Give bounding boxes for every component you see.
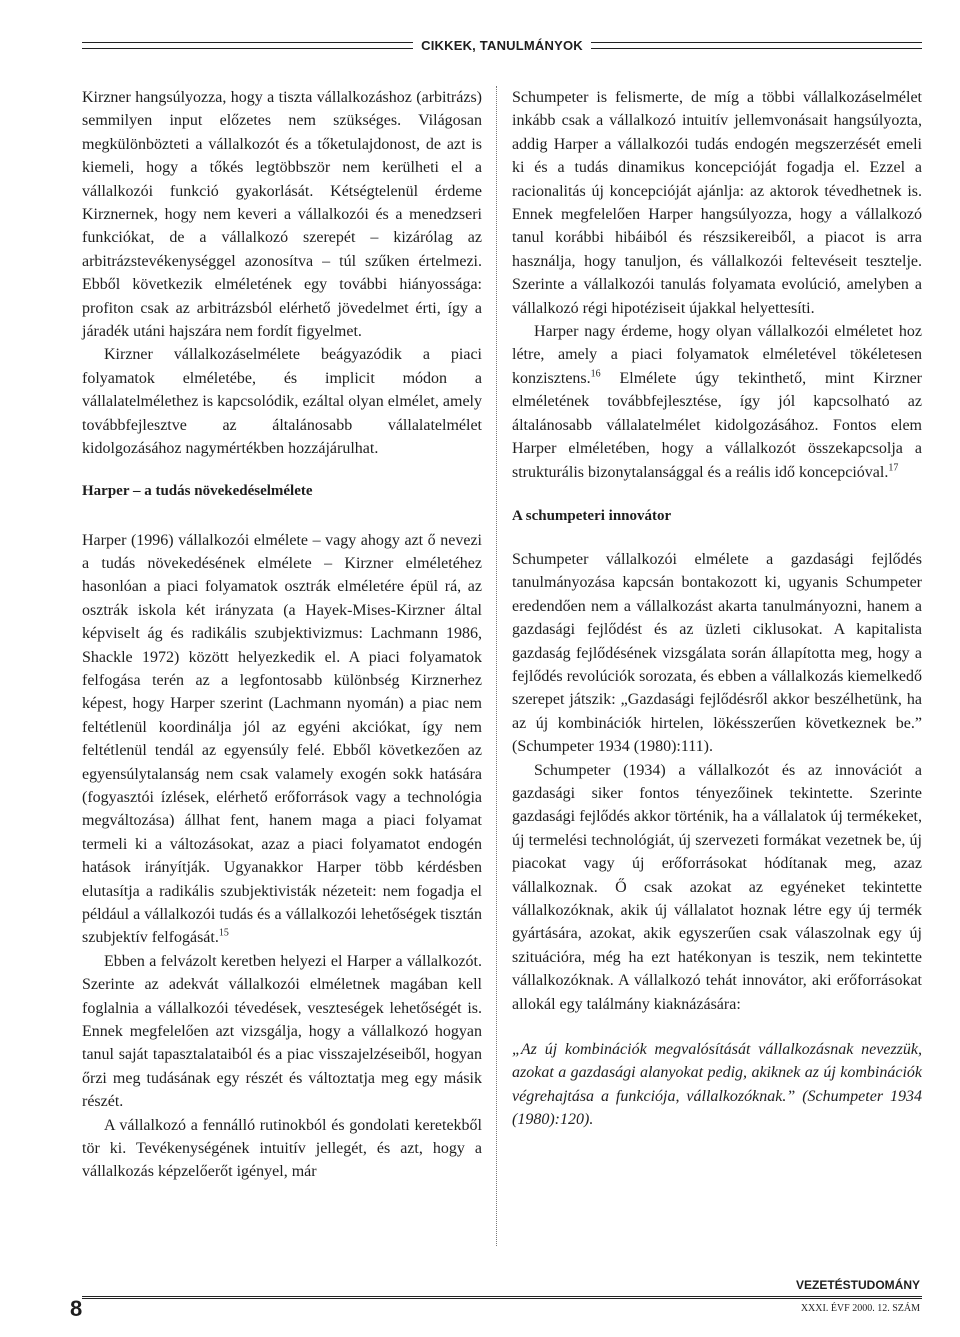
section-heading-harper: Harper – a tudás növekedéselmélete — [82, 482, 313, 499]
right-paragraph-2b-text: Elmélete úgy tekinthető, mint Kirzner elméletének továbbfejlesztése, így jól kapcsolható az általánosabb vállalatelmélet kidolgozásához. Fontos elem Harper elméletében, hogy a vállalkozót összekapcsolja a strukturális bizonytalansággal és a reális idő koncepcióval. — [512, 369, 922, 481]
footer-rule — [82, 1296, 922, 1299]
right-paragraph-4: Schumpeter (1934) a vállalkozót és az innovációt a gazdasági siker fontos tényezőinek tekintette. Szerinte gazdasági fejlődés akkor történik, ha a vállalatok új termékeket, új termelési technológiát, új szervezeti formákat vezetnek be, új piacokat vagy új erőforrásokat hódítanak meg, azaz vállalkoznak. Ő csak azokat az egyéneket tekintette vállalkozóknak, akik új vállalatot hoznak létre egy új termék gyártására, azokat, akik egyszerűen csak válaszolnak egy új szituációra, még ha ezt hatékonyan is teszik, nem tekintette vállalkozóknak. A vállalkozó tehát innovátor, aki erőforrásokat allokál egy találmány kiaknázására: — [512, 761, 922, 1013]
page-number: 8 — [70, 1296, 83, 1321]
left-paragraph-4: Ebben a felvázolt keretben helyezi el Harper a vállalkozót. Szerinte az adekvát vállalkozói elméletnek magában kell foglalnia a vállalkozói tévedések, veszteségek lehetőségét is. Ennek megfelelően azt vizsgálja, hogy a vállalkozó hogyan tanul saját tapasztalataiból és a piac visszajelzéseiből, hogyan őrzi meg tudásának egy részét és változtatja meg egy másik részét. — [82, 952, 482, 1111]
header-rule-left — [82, 42, 413, 49]
header-rule-right — [591, 42, 922, 49]
right-paragraph-2-text: Harper nagy érdeme, hogy olyan vállalkozói elméletet hoz létre, amely a piaci folyamatok elméletével tökéletesen konzisztens. — [512, 323, 922, 387]
right-paragraph-3: Schumpeter vállalkozói elmélete a gazdasági fejlődés tanulmányozása kapcsán bontakozott ki, ugyanis Schumpeter eredendően nem a vállalkozást akarta tanulmányozni, hanem a gazdasági fejlődést és az üzleti ciklusokat. A kapitalista gazdaság fejlődésének vizsgálata során állapította meg, hogy a fejlődés revolúciók sorozata, és ebben a vállalkozás kiemelkedő szerepet játszik: „Gazdasági fejlődésről akkor beszélhetünk, ha az új kombinációk hirtelen, lökésszerűen következnek be.” (Schumpeter 1934 (1980):111). — [512, 550, 922, 756]
right-paragraph-1: Schumpeter is felismerte, de míg a többi vállalkozáselmélet inkább csak a vállalkozó intuitív jellemvonásait hangsúlyozta, addig Harper a vállalkozói tudás endogén megszerzését emeli ki és a tudás dinamikus koncepcióját fogadja el. Ezzel a racionalitás új koncepcióját ajánlja: az aktorok tévedhetnek is. Ennek megfelelően Harper hangsúlyozza, hogy a vállalkozó tanul korábbi hibáiból és részsikereiből, a piacot is arra használja, hogy tanuljon, és vállalkozói feltevéseit tesztelje. Szerinte a vállalkozói tanulás folyamata evolúció, amelyben a vállalkozó régi hipotéziseit újakkal helyettesíti. — [512, 89, 922, 317]
left-paragraph-3-text: Harper (1996) vállalkozói elmélete – vagy ahogy azt ő nevezi a tudás növekedésének elmélete – Kirzner elméletéhez hasonlóan a piaci folyamatok osztrák elméletére épül rá, az osztrák iskola két irányzata (a Hayek-Mises-Kirzner által képviselt ág és radikális szubjektivizmus: Lachmann 1986, Shackle 1972) között helyezkedik el. A piaci folyamatok felfogása terén az a legfontosabb különbség Kirznerhez képest, hogy Harper szerint (Lachmann nyomán) a piac nem feltétlenül koordinálja jól az egyéni akciókat, így nem feltétlenül tendál az egyensúly felé. Ebből következően az egyensúlytalanság nem csak valamely exogén sokk hatására (fogyasztói ízlések, elérhető erőforrások vagy a technológia megváltozása) állhat fent, hanem maga a piaci folyamat termeli ki a változásokat, azaz a piaci folyamatot endogén hatások irányítják. Ugyanakkor Harper több kérdésben elutasítja a radikális szubjektivisták nézeteit: nem fogadja el például a vállalkozói tudás és a vállalkozói lehetőségek tisztán szubjektív felfogását. — [82, 531, 482, 947]
footnote-ref-17[interactable]: 17 — [888, 462, 899, 474]
journal-name: VEZETÉSTUDOMÁNY — [795, 1278, 920, 1292]
schumpeter-quote: „Az új kombinációk megvalósítását vállalkozásnak nevezzük, azokat a gazdasági alanyokat pedig, akiknek az új kombinációk végrehajtása a funkciója, vállalkozóknak.” (Schumpeter 1934 (1980):120). — [512, 1041, 922, 1129]
left-paragraph-5: A vállalkozó a fennálló rutinokból és gondolati keretekből tör ki. Tevékenységének intuitív jellegét, és azt, hogy a vállalkozás képzelőerőt igényel, már — [82, 1116, 482, 1181]
issue-info: XXXI. ÉVF 2000. 12. SZÁM — [800, 1303, 920, 1314]
section-heading-schumpeter: A schumpeteri innovátor — [512, 507, 672, 524]
left-paragraph-2: Kirzner vállalkozáselmélete beágyazódik a piaci folyamatok elméletébe, és implicit módon a vállalatelmélethez is kapcsolódik, ezáltal olyan elmélet, amely továbbfejlesztve az általánosabb vállalatelmélet kidolgozásához nagymértékben hozzájárulhat. — [82, 346, 482, 458]
section-title: CIKKEK, TANULMÁNYOK — [421, 37, 583, 53]
column-divider — [496, 86, 497, 1246]
footnote-ref-16[interactable]: 16 — [590, 368, 601, 380]
right-paragraph-2 — [512, 320, 922, 484]
left-column — [82, 86, 482, 1184]
right-column — [512, 86, 922, 1132]
running-header — [82, 34, 922, 56]
footnote-ref-15[interactable]: 15 — [218, 928, 229, 940]
left-paragraph-1: Kirzner hangsúlyozza, hogy a tiszta vállalkozáshoz (arbitrázs) semmilyen input előzetes nem szükséges. Világosan megkülönbözteti a vállalkozót és a tőketulajdonost, de azt is kiemeli, hogy a tőkés legtöbbször nem kerülheti el a vállalkozói funkció gyakorlását. Kétségtelenül érdeme Kirznernek, hogy nem keveri a vállalkozói és a menedzseri funkciókat, de a vállalkozó szerepét – kizárólag az arbitrázstevékenységgel azonosítva – túl szűken értelmezi. Ebből következik elméletének egy további hiányossága: profiton csak az arbitrázsból elérhető jövedelmet érti, így a járadék utáni hajszára nem fordít figyelmet. — [82, 89, 482, 341]
left-paragraph-3 — [82, 529, 482, 950]
